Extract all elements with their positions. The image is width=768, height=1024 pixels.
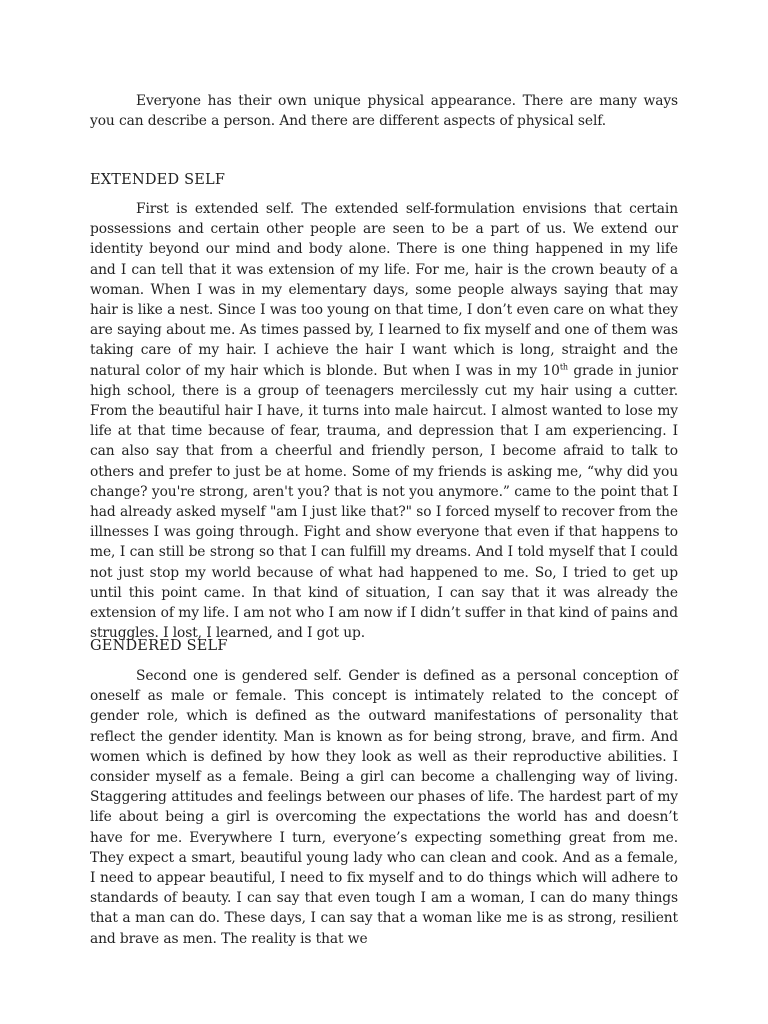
- extended-self-text-part2: grade in junior high school, there is a group of teenagers mercilessly cut my hair using a cutter. From the beautiful hair I have, it turns into male haircut. I almost wanted to lose my life at that time because of fear, trauma, and depression that I am experiencing. I can also say that from a cheerful and friendly person, I become afraid to talk to others and prefer to just be at home. Some of my friends is asking me, “why did you change? you're strong, aren't you? that is not you anymore.” came to the point that I had already asked myself "am I just like that?" so I forced myself to recover from the illnesses I was going through. Fight and show everyone that even if that happens to me, I can still be strong so that I can fulfill my dreams. And I told myself that I could not just stop my world because of what had happened to me. So, I tried to get up until this point came. In that kind of situation, I can say that it was already the extension of my life. I am not who I am now if I didn’t suffer in that kind of pains and struggles. I lost, I learned, and I got up.: [90, 362, 679, 642]
- intro-paragraph: Everyone has their own unique physical appearance. There are many ways you can describe a person. And there are different aspects of physical self.: [90, 93, 678, 130]
- gendered-self-heading: GENDERED SELF: [90, 638, 228, 654]
- extended-self-paragraph: [90, 199, 678, 643]
- extended-self-heading: EXTENDED SELF: [90, 172, 226, 188]
- ordinal-superscript: th: [559, 362, 568, 372]
- extended-self-text-part1: First is extended self. The extended self-formulation envisions that certain possessions and certain other people are seen to be a part of us. We extend our identity beyond our mind and body alone. There is one thing happened in my life and I can tell that it was extension of my life. For me, hair is the crown beauty of a woman. When I was in my elementary days, some people always saying that may hair is like a nest. Since I was too young on that time, I don’t even care on what they are saying about me. As times passed by, I learned to fix myself and one of them was taking care of my hair. I achieve the hair I want which is long, straight and the natural color of my hair which is blonde. But when I was in my 10: [90, 201, 678, 379]
- gendered-self-paragraph: Second one is gendered self. Gender is defined as a personal conception of oneself as male or female. This concept is intimately related to the concept of gender role, which is defined as the outward manifestations of personality that reflect the gender identity. Man is known as for being strong, brave, and firm. And women which is defined by how they look as well as their reproductive abilities. I consider myself as a female. Being a girl can become a challenging way of living. Staggering attitudes and feelings between our phases of life. The hardest part of my life about being a girl is overcoming the expectations the world has and doesn’t have for me. Everywhere I turn, everyone’s expecting something great from me. They expect a smart, beautiful young lady who can clean and cook. And as a female, I need to appear beautiful, I need to fix myself and to do things which will adhere to standards of beauty. I can say that even tough I am a woman, I can do many things that a man can do. These days, I can say that a woman like me is as strong, resilient and brave as men. The reality is that we: [90, 668, 678, 947]
